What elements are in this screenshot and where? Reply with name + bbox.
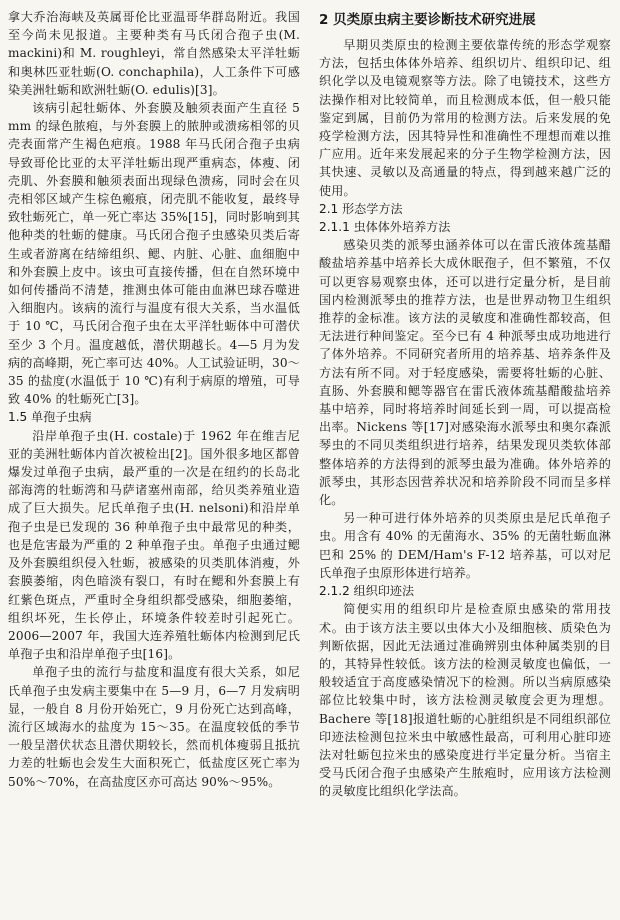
- subsection-heading: 2.1 形态学方法: [319, 201, 403, 216]
- subsubsection-heading: 2.1.2 组织印迹法: [319, 584, 415, 599]
- section-heading: 1.5 单孢子虫病: [8, 410, 92, 425]
- section-heading: 2 贝类原虫病主要诊断技术研究进展: [319, 12, 536, 28]
- paragraph: 简便实用的组织印片是检查原虫感染的常用技术。由于该方法主要以虫体大小及细胞核、质染色为判断依据，因此无法通过准确辨别虫体种属类别的目的，其特异性较低。该方法的检测灵敏度也偏低，一般较适宜于高度感染情况下的检测。所以当病原感染部位比较集中时，该方法检测灵敏度会更为理想。Bachere 等[18]报道牡蛎的心脏组织是不同组织部位印迹法检测包拉米虫中敏感性最高，可利用心脏印迹法对牡蛎包拉米虫的感染度进行半定量分析。当宿主受马氏闭合孢子虫感染产生脓疱时，应用该方法检测的灵敏度比组织化学法高。: [319, 602, 611, 799]
- paragraph: 早期贝类原虫的检测主要依靠传统的形态学观察方法，包括虫体体外培养、组织切片、组织印记、组织化学以及电镜观察等方法。除了电镜技术，这些方法操作相对比较简单，而且检测成本低，但一般只能鉴定到属，目前仍为常用的检测方法。后来发展的免疫学检测方法，因其特异性和准确性不理想而难以推广应用。近年来发展起来的分子生物学检测方法，因其快速、灵敏以及高通量的特点，得到越来越广泛的使用。: [319, 38, 611, 198]
- paragraph: 沿岸单孢子虫(H. costale)于 1962 年在维吉尼亚的美洲牡蛎体内首次被检出[2]。国外很多地区都曾爆发过单孢子虫病，最严重的一次是在纽约的长岛北部海湾的牡蛎湾和马萨诸塞州南部，给贝类养殖业造成了巨大损失。尼氏单孢子虫(H. nelsoni)和沿岸单孢子虫是已发现的 36 种单孢子虫中最常见的种类，也是危害最为严重的 2 种单孢子虫。单孢子虫通过鳃及外套膜组织侵入牡蛎，被感染的贝类肌体消瘦，外套膜萎缩，肉色暗淡有裂口，有时在鳃和外套膜上有红紫色斑点，严重时全身组织都受感染，细胞萎缩，组织坏死，生长停止，环境条件较差时引起死亡。2006—2007 年，我国大连养殖牡蛎体内检测到尼氏单孢子虫和沿岸单孢子虫[16]。: [8, 428, 300, 662]
- paragraph: 感染贝类的派琴虫涵养体可以在雷氏液体巯基醋酸盐培养基中培养长大成休眠孢子，但不繁殖，不仅可以更容易观察虫体，还可以进行定量分析，是目前国内检测派琴虫的推荐方法，也是世界动物卫生组织推荐的金标准。该方法的灵敏度和准确性都较高，但无法进行种间鉴定。至今已有 4 种派琴虫成功地进行了体外培养。不同研究者所用的培养基、培养条件及方法有所不同。对于轻度感染，需要将牡蛎的心脏、直肠、外套膜和鳃等器官在雷氏液体巯基醋酸盐培养基中培养，同时将培养时间延长到一周，可以提高检出率。Nickens 等[17]对感染海水派琴虫和奥尔森派琴虫的不同贝类组织进行培养，结果发现贝类软体部整体培养的方法得到的派琴虫最为准确。体外培养的派琴虫，其形态因营养状况和培养阶段不同而呈多样化。: [319, 238, 611, 508]
- paragraph: 该病引起牡蛎体、外套膜及触须表面产生直径 5 mm 的绿色脓疱，与外套膜上的脓肿或溃疡相邻的贝壳表面常产生褐色疤痕。1988 年马氏闭合孢子虫病导致哥伦比亚的太平洋牡蛎出现严重病态，体瘦、闭壳肌、外套膜和触须表面出现绿色溃疡，同时会在贝壳相邻区域产生棕色瘢痕，闭壳肌不能收复，最终导致牡蛎死亡，单一死亡率达 35%[15]，同时影响到其他种类的牡蛎的健康。马氏闭合孢子虫感染贝类后寄生或者游离在结缔组织、鳃、内脏、心脏、血细胞中和外套膜上皮中。该虫可直接传播，但在自然环境中如何传播尚不清楚，推测虫体可能由血淋巴球吞噬进入细胞内。该病的流行与温度有很大关系，当水温低于 10 ℃，马氏闭合孢子虫在太平洋牡蛎体中可潜伏至少 3 个月。温度越低，潜伏期越长。4—5 月为发病的高峰期，死亡率可达 40%。人工试验证明，30～35 的盐度(水温低于 10 ℃)有利于病原的增殖，可导致 40% 的牡蛎死亡[3]。: [8, 101, 300, 407]
- paragraph: 单孢子虫的流行与盐度和温度有很大关系，如尼氏单孢子虫发病主要集中在 5—9 月，6—7 月发病明显，一般自 8 月份开始死亡，9 月份死亡达到高峰，流行区域海水的盐度为 15～35。在温度较低的季节一般呈潜伏状态且潜伏期较长，然而机体瘦弱且抵抗力差的牡蛎也会发生大面积死亡，低盐度区死亡率为 50%～70%，在高盐度区亦可高达 90%～95%。: [8, 665, 300, 789]
- left-column: [8, 8, 300, 791]
- paragraph: 另一种可进行体外培养的贝类原虫是尼氏单孢子虫。用含有 40% 的无菌海水、35% 的无菌牡蛎血淋巴和 25% 的 DEM/Ham's F-12 培养基，可以对尼氏单孢子虫原形体进行培养。: [319, 511, 611, 580]
- paragraph: 拿大乔治海峡及英属哥伦比亚温哥华群岛附近。我国至今尚未见报道。主要种类有马氏闭合孢子虫(M. mackini)和 M. roughleyi，常自然感染太平洋牡蛎和奥林匹亚牡蛎(O. conchaphila)，人工条件下可感染美洲牡蛎和欧洲牡蛎(O. edulis)[3]。: [8, 10, 300, 97]
- subsubsection-heading: 2.1.1 虫体体外培养方法: [319, 220, 451, 235]
- right-column: [319, 8, 611, 801]
